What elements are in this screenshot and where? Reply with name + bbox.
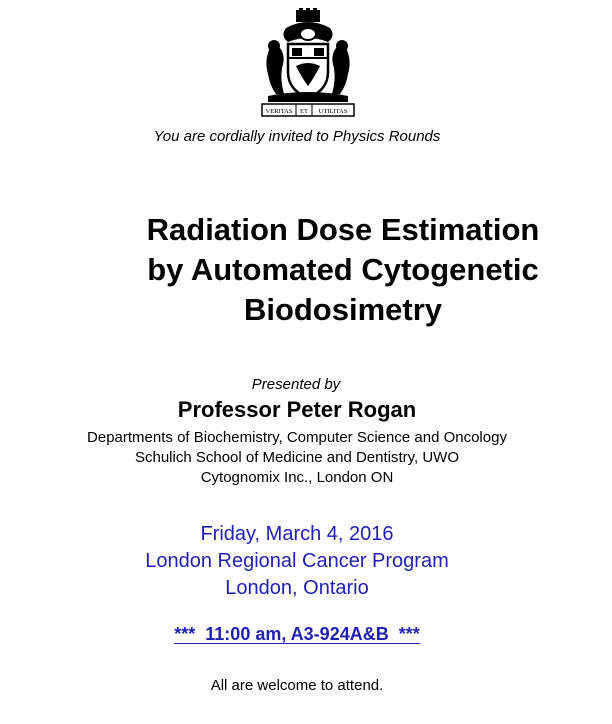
- talk-title: [98, 210, 588, 330]
- event-city: London, Ontario: [225, 577, 369, 599]
- crest-image: [256, 8, 360, 120]
- speaker-name: Professor Peter Rogan: [177, 397, 417, 422]
- talk-title-line-2: by Automated Cytogenetic: [147, 252, 539, 287]
- talk-title-line-3: Biodosimetry: [243, 292, 443, 327]
- presented-by-label: Presented by: [251, 376, 341, 393]
- talk-title-line-1: Radiation Dose Estimation: [146, 212, 540, 247]
- affiliation-company: Cytognomix Inc., London ON: [200, 469, 394, 486]
- closing-note: All are welcome to attend.: [210, 677, 384, 694]
- affiliation-school: Schulich School of Medicine and Dentistry, UWO: [134, 449, 460, 466]
- invitation-text: You are cordially invited to Physics Rounds: [153, 128, 441, 145]
- motto-left: VERITAS: [265, 108, 293, 115]
- event-venue: London Regional Cancer Program: [145, 550, 449, 572]
- motto-mid: ET: [300, 108, 308, 115]
- event-date: Friday, March 4, 2016: [200, 523, 394, 545]
- event-time-room: [0, 624, 594, 645]
- coat-of-arms-logo: [256, 8, 360, 120]
- event-time-room-text: *** 11:00 am, A3-924A&B ***: [174, 624, 420, 644]
- affiliation-departments: Departments of Biochemistry, Computer Science and Oncology: [87, 429, 507, 446]
- motto-right: UTILITAS: [318, 108, 348, 115]
